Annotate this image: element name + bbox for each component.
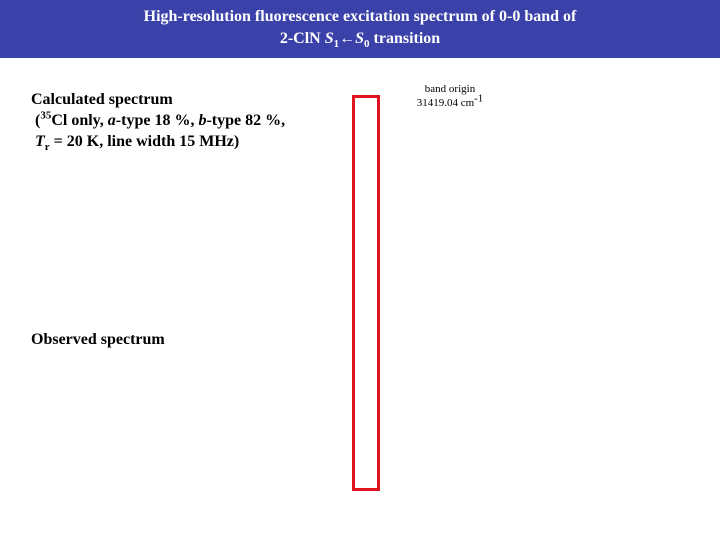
observed-spectrum-label: Observed spectrum — [31, 331, 165, 348]
calculated-spectrum-label — [31, 89, 285, 152]
a-type-italic: a — [107, 112, 116, 129]
title-line-1: High-resolution fluorescence excitation spectrum of 0-0 band of — [143, 8, 577, 25]
rotational-temperature-sub: r — [44, 141, 50, 154]
calculated-conditions-line-1: ($^{35}$Cl only, a-type 18 %, b-type 82 %, — [35, 109, 286, 129]
band-origin-unit-sup: -1 — [474, 92, 484, 105]
band-origin-label: band origin — [424, 83, 476, 95]
title-s1: S — [324, 30, 334, 47]
isotope-superscript: 35 — [40, 109, 52, 122]
title-s0-sub: 0 — [364, 38, 370, 51]
band-origin-value: 31419.04 $cm^{-1}$ — [416, 92, 484, 109]
b-type-italic: b — [198, 112, 207, 129]
title-molecule: 2-ClN — [279, 30, 325, 47]
slide-title-bar — [0, 0, 720, 58]
calculated-title: Calculated spectrum — [31, 91, 173, 108]
title-line-2 — [0, 28, 720, 50]
rotational-temperature-symbol: T — [35, 133, 45, 150]
title-s1-sub: 1 — [333, 38, 340, 51]
band-origin-marker-box — [352, 95, 380, 491]
title-s0: S — [355, 30, 365, 47]
title-transition: transition — [369, 30, 441, 47]
band-origin-annotation — [410, 82, 490, 110]
calculated-conditions-line-2: $T_r = 20$ K, line width 15 MHz) — [35, 133, 240, 154]
title-arrow: ← — [339, 30, 356, 47]
